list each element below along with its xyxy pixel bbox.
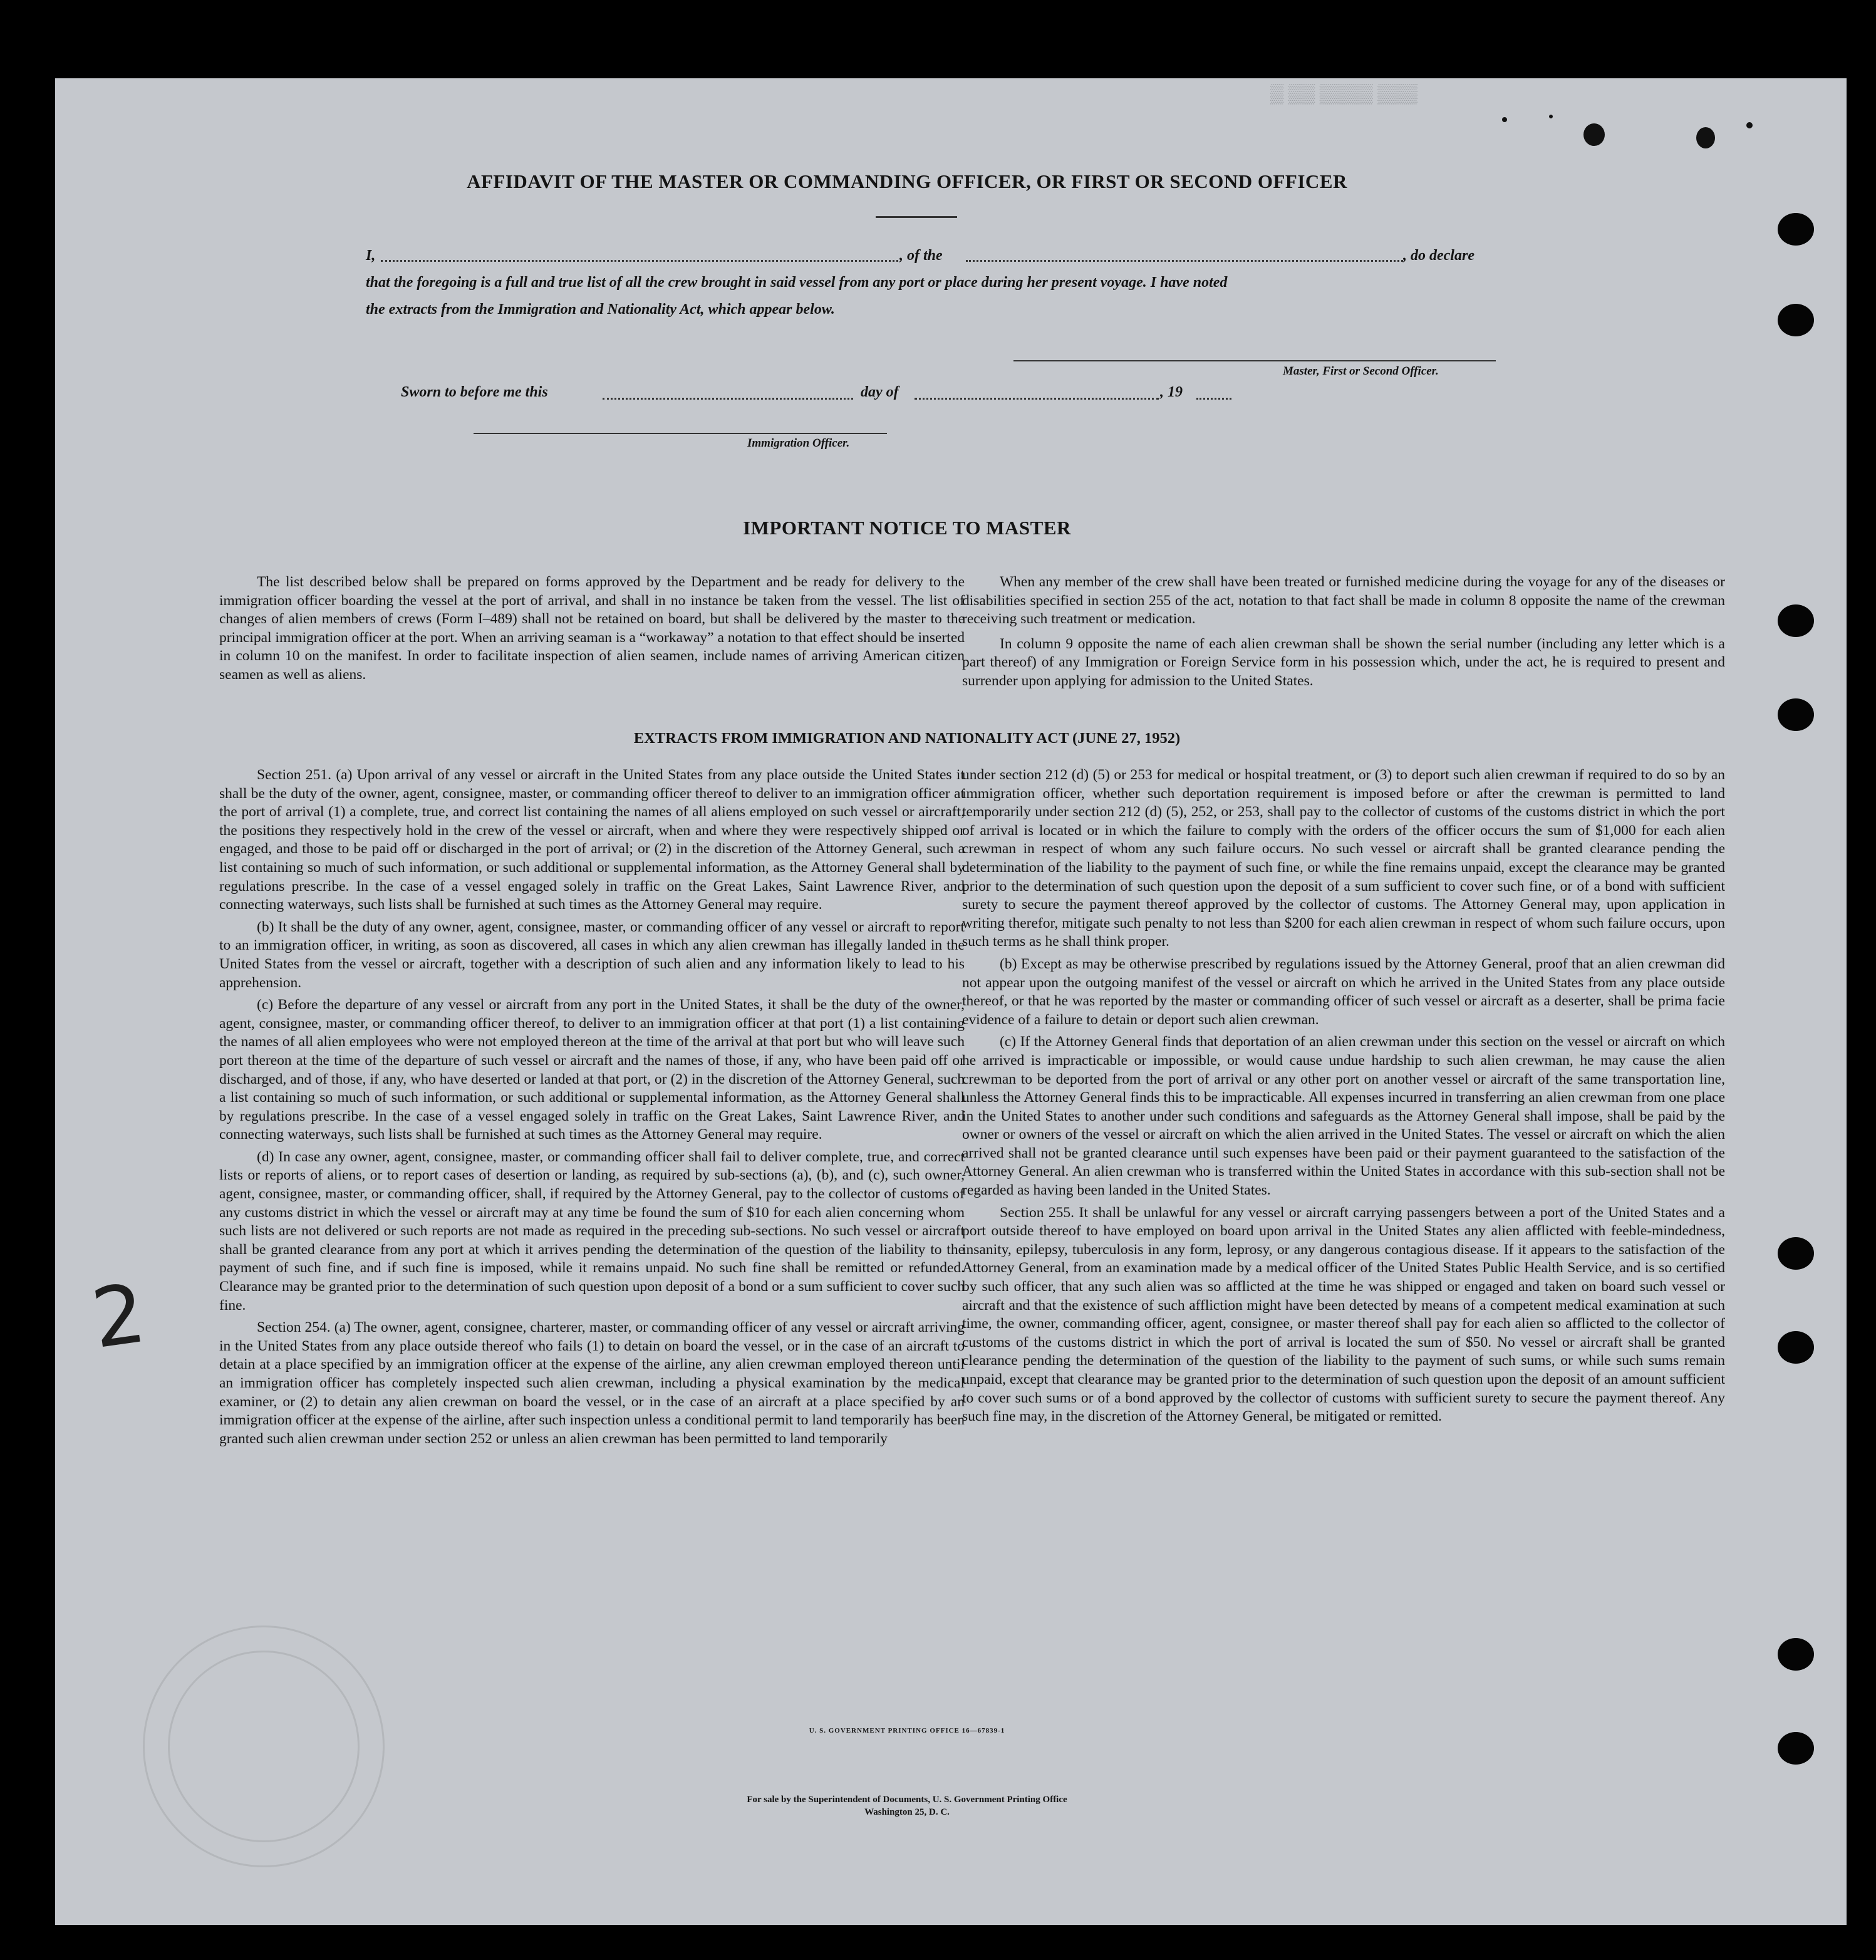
bleed-through-marks: ▒ ▒▒ ▒▒▒▒ ▒▒▒: [1270, 83, 1418, 104]
ink-speck: [1583, 123, 1605, 146]
extracts-title: EXTRACTS FROM IMMIGRATION AND NATIONALITY ACT (JUNE 27, 1952): [633, 730, 1181, 747]
ink-speck: [1549, 115, 1553, 118]
faint-stamp-inner-ring: [168, 1651, 360, 1842]
notice-right-column: [962, 573, 1725, 691]
section-251-c: (c) Before the departure of any vessel or aircraft from any port in the United States, it shall be the duty of the owner, agent, consignee, master, or commanding officer thereof, to deliver to an immigration officer at that port (1) a list containing the names of all alien employees who were not employed thereon at the time of the arrival at that port but who will leave such port thereon at the time of the departure of such vessel or aircraft and the names of those, if any, who have been paid off or discharged, and of those, if any, who have deserted or landed at that port, or (2) in the discretion of the Attorney General, such a list containing so much of such information, or such additional or supplemental information, as the Attorney General shall by regulations prescribe. In the case of a vessel engaged solely in traffic on the Great Lakes, Saint Lawrence River, and connecting waterways, such lists shall be furnished at such times as the Attorney General may require.: [219, 997, 965, 1143]
notice-left-paragraph: The list described below shall be prepared on forms approved by the Department and be ready for delivery to the immigration officer boarding the vessel at the port of arrival, and shall in no instance be taken from the vessel. The list of changes of alien members of crews (Form I–489) shall not be retained on board, but shall be delivered by the master to the principal immigration officer at the port. When an arriving seaman is a “workaway” a notation to that effect should be inserted in column 10 on the manifest. In order to facilitate inspection of alien seamen, include names of arriving American citizen seamen as well as aliens.: [219, 574, 965, 683]
title-underline: [876, 216, 957, 218]
gpo-print-line: U. S. GOVERNMENT PRINTING OFFICE 16—67839-1: [809, 1727, 1005, 1734]
ink-speck: [1746, 122, 1753, 128]
sale-notice-line-1: For sale by the Superintendent of Documents, U. S. Government Printing Office: [747, 1795, 1067, 1805]
officer-signature-label: Immigration Officer.: [747, 437, 850, 450]
sworn-day-line[interactable]: [603, 398, 853, 400]
punch-hole: [1778, 604, 1814, 637]
declarant-name-line[interactable]: [381, 260, 898, 262]
section-251-b: (b) It shall be the duty of any owner, agent, consignee, master, or commanding officer of any vessel or aircraft to report to an immigration officer, in writing, as soon as discovered, all cases in which any alien crewman has illegally landed in the United States from the vessel or aircraft, together with a description of such alien and any information likely to lead to his apprehension.: [219, 918, 965, 991]
affidavit-statement-line2: the extracts from the Immigration and Nationality Act, which appear below.: [366, 301, 835, 318]
notice-title: IMPORTANT NOTICE TO MASTER: [743, 517, 1071, 539]
section-251-a: Section 251. (a) Upon arrival of any vessel or aircraft in the United States from any place outside the United States it shall be the duty of the owner, agent, consignee, master, or commanding officer thereof to deliver to an immigration officer at the port of arrival (1) a complete, true, and correct list containing the names of all aliens employed on such vessel or aircraft, the positions they respectively hold in the crew of the vessel or aircraft, when and where they were respectively shipped or engaged, and those to be paid off or discharged in the port of arrival; or (2) in the discretion of the Attorney General, such a list containing so much of such information, or such additional or supplemental information, as the Attorney General shall by regulations prescribe. In the case of a vessel engaged solely in traffic on the Great Lakes, Saint Lawrence River, and connecting waterways, such lists shall be furnished at such times as the Attorney General may require.: [219, 767, 965, 913]
sworn-month-line[interactable]: [915, 398, 1159, 400]
affidavit-i-label: I,: [366, 247, 376, 264]
affidavit-do-declare-label: , do declare: [1403, 247, 1474, 264]
sale-notice-line-2: Washington 25, D. C.: [864, 1807, 950, 1817]
year-label: , 19: [1160, 384, 1183, 400]
notice-right-paragraph-1: When any member of the crew shall have been treated or furnished medicine during the voyage for any of the diseases or disabilities specified in section 255 of the act, notation to that fact shall be made in column 8 opposite the name of the crewman receiving such treatment or medication.: [962, 574, 1725, 628]
punch-hole: [1778, 213, 1814, 246]
extracts-left-column: [219, 766, 965, 1448]
punch-hole: [1778, 698, 1814, 731]
extracts-right-column: [962, 766, 1725, 1426]
sworn-year-line[interactable]: [1196, 398, 1231, 400]
punch-hole: [1778, 304, 1814, 336]
punch-hole: [1778, 1638, 1814, 1671]
notice-right-paragraph-2: In column 9 opposite the name of each alien crewman shall be shown the serial number (including any letter which is a part thereof) of any Immigration or Foreign Service form in his possession which, under the act, he is required to present and surrender upon applying for admission to the United States.: [962, 635, 1725, 689]
officer-signature-line[interactable]: [474, 433, 887, 434]
section-254-b: (b) Except as may be otherwise prescribed by regulations issued by the Attorney General, proof that an alien crewman did not appear upon the outgoing manifest of the vessel or aircraft on which he arrived in the United States from any place outside thereof, or that he was reported by the master or commanding officer of such vessel or aircraft as a deserter, shall be prima facie evidence of a failure to detain or deport such alien crewman.: [962, 955, 1725, 1028]
section-254-a: Section 254. (a) The owner, agent, consignee, charterer, master, or commanding officer of any vessel or aircraft arriving in the United States from any place outside thereof who fails (1) to detain on board the vessel, or in the case of an aircraft to detain at a place specified by an immigration officer at the expense of the airline, any alien crewman employed thereon until an immigration officer has completely inspected such alien crewman, including a physical examination by the medical examiner, or (2) to detain any alien crewman on board the vessel, or in the case of an aircraft at a place specified by an immigration officer at the expense of the airline, after such inspection unless a conditional permit to land temporarily has been granted such alien crewman under section 252 or unless an alien crewman has been permitted to land temporarily: [219, 1319, 965, 1447]
master-signature-label: Master, First or Second Officer.: [1283, 365, 1439, 378]
document-page: [55, 78, 1847, 1925]
section-254-c: (c) If the Attorney General finds that deportation of an alien crewman under this section on the vessel or aircraft on which he arrived is impracticable or impossible, or would cause undue hardship to such alien crewman, he may cause the alien crewman to be deported from the port of arrival or any other port on another vessel or aircraft of the same transportation line, unless the Attorney General finds this to be impracticable. All expenses incurred in transferring an alien crewman from one place in the United States to another under such conditions and safeguards as the Attorney General shall impose, shall be paid by the owner or owners of the vessel or aircraft on which the alien arrived in the United States. The vessel or aircraft on which the alien arrived shall not be granted clearance until such expenses have been paid or their payment guaranteed to the satisfaction of the Attorney General. An alien crewman who is transferred within the United States in accordance with this sub-section shall not be regarded as having been landed in the United States.: [962, 1034, 1725, 1199]
affidavit-title: AFFIDAVIT OF THE MASTER OR COMMANDING OFFICER, OR FIRST OR SECOND OFFICER: [467, 170, 1347, 192]
notice-left-column: [219, 573, 965, 685]
affidavit-statement-line1: that the foregoing is a full and true list of all the crew brought in said vessel from any port or place during her present voyage. I have noted: [366, 274, 1228, 291]
punch-hole: [1778, 1237, 1814, 1270]
affidavit-of-the-label: , of the: [899, 247, 943, 264]
section-255: Section 255. It shall be unlawful for any vessel or aircraft carrying passengers between a port of the United States and a port outside thereof to have employed on board upon arrival in the United States any alien afflicted with feeble-mindedness, insanity, epilepsy, tuberculosis in any form, leprosy, or any dangerous contagious disease. If it appears to the satisfaction of the Attorney General, from an examination made by a medical officer of the United States Public Health Service, and is so certified by such officer, that any such alien was so afflicted at the time he was shipped or engaged and taken on board such vessel or aircraft and that the existence of such affliction might have been detected by means of a competent medical examination at such time, the owner, commanding officer, agent, consignee, or master thereof shall pay for each alien so afflicted to the collector of customs of the customs district in which the port of arrival is located the sum of $50. No vessel or aircraft shall be granted clearance pending the determination of the question of the liability to the payment of such sums, or while such sums remain unpaid, except that clearance may be granted prior to the determination of such question upon the deposit of an amount sufficient to cover such sums or of a bond approved by the collector of customs with sufficient surety to secure the payment thereof. Any such fine may, in the discretion of the Attorney General, be mitigated or remitted.: [962, 1204, 1725, 1425]
section-251-d: (d) In case any owner, agent, consignee, master, or commanding officer shall fail to deliver complete, true, and correct lists or reports of aliens, or to report cases of desertion or landing, as required by sub-sections (a), (b), and (c), such owner, agent, consignee, master, or commanding officer, shall, if required by the Attorney General, pay to the collector of customs of any customs district in which the vessel or aircraft may at any time be found the sum of $10 for each alien concerning whom such lists are not delivered or such reports are not made as required in the preceding sub-sections. No such vessel or aircraft shall be granted clearance from any port at which it arrives pending the determination of the question of the liability to the payment of such fine, and if such fine is imposed, while it remains unpaid. No such fine shall be remitted or refunded. Clearance may be granted prior to the determination of such question upon deposit of a bond or a sum sufficient to cover such fine.: [219, 1148, 965, 1314]
master-signature-line[interactable]: [1013, 360, 1496, 361]
punch-hole: [1778, 1331, 1814, 1364]
ink-speck: [1502, 117, 1507, 122]
vessel-name-line[interactable]: [966, 260, 1403, 262]
punch-hole: [1778, 1732, 1814, 1765]
day-of-label: day of: [861, 384, 899, 400]
handwritten-mark: 2: [86, 1265, 151, 1367]
ink-speck: [1696, 127, 1715, 148]
sworn-label: Sworn to before me this: [401, 384, 548, 400]
section-254-a-continued: under section 212 (d) (5) or 253 for medical or hospital treatment, or (3) to deport such alien crewman if required to do so by an immigration officer, whether such deportation requirement is imposed before or after the crewman is permitted to land temporarily under section 212 (d) (5), 252, or 253, shall pay to the collector of customs of the customs district in which the port of arrival is located or in which the failure to comply with the orders of the officer occurs the sum of $1,000 for each alien crewman in respect of whom any such failure occurs. No such vessel or aircraft shall be granted clearance pending the determination of the liability to the payment of such fine, or while the fine remains unpaid, except the clearance may be granted prior to the determination of such question upon the deposit of a sum sufficient to cover such fine, or of a bond with sufficient surety to secure the payment thereof approved by the collector of customs. The Attorney General may, upon application in writing therefor, mitigate such penalty to not less than $200 for each alien crewman in respect of whom such failure occurs, upon such terms as he shall think proper.: [962, 767, 1725, 950]
